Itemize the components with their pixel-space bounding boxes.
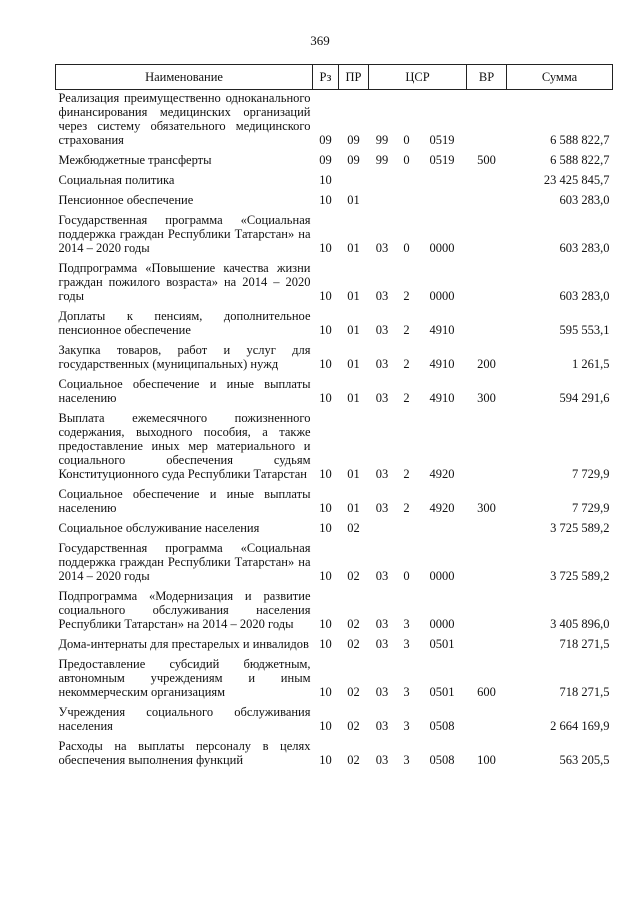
row-csr-code: 0519 [429, 153, 455, 167]
row-csr-subprogram: 2 [403, 323, 410, 337]
row-pr: 01 [347, 323, 360, 337]
row-vr: 500 [477, 153, 496, 167]
row-sum: 7 729,9 [572, 467, 610, 481]
row-csr-program: 03 [375, 685, 389, 699]
table-row [56, 147, 613, 167]
row-rz: 10 [319, 569, 332, 583]
table-row [56, 651, 613, 699]
header-csr: ЦСР [369, 65, 467, 90]
table-row [56, 303, 613, 337]
row-csr-code: 4910 [429, 357, 455, 371]
table-row [56, 187, 613, 207]
row-csr-subprogram [396, 187, 418, 207]
row-sum: 603 283,0 [559, 193, 610, 207]
row-csr-subprogram: 3 [403, 753, 410, 767]
row-csr-program [369, 167, 396, 187]
row-rz: 10 [319, 501, 332, 515]
table-row [56, 90, 613, 148]
page-number: 369 [310, 33, 330, 48]
row-csr-program: 03 [375, 289, 389, 303]
row-sum: 2 664 169,9 [550, 719, 610, 733]
row-csr-subprogram: 2 [403, 467, 410, 481]
row-csr-subprogram: 3 [403, 685, 410, 699]
row-name: Дома-интернаты для престарелых и инвалидов [58, 637, 309, 651]
row-vr: 300 [477, 391, 496, 405]
row-sum: 7 729,9 [572, 501, 610, 515]
row-csr-program [369, 515, 396, 535]
row-vr [467, 535, 507, 583]
row-name: Выплата ежемесячного пожизненного содержания, выходного пособия, а также предоставление иных мер материального и социального обеспечения судьям Конституционного суда Республики Татарстан [58, 411, 311, 481]
row-sum: 3 725 589,2 [550, 521, 610, 535]
row-name: Предоставление субсидий бюджетным, автономным учреждениям и иным некоммерческим организациям [58, 657, 311, 699]
row-name: Межбюджетные трансферты [58, 153, 212, 167]
table-row [56, 255, 613, 303]
row-csr-program: 03 [375, 719, 389, 733]
row-vr: 600 [477, 685, 496, 699]
table-row [56, 535, 613, 583]
table-row [56, 481, 613, 515]
table-row [56, 631, 613, 651]
row-rz: 10 [319, 467, 332, 481]
row-csr-subprogram: 2 [403, 501, 410, 515]
row-csr-subprogram: 3 [403, 719, 410, 733]
row-csr-code: 4920 [429, 501, 455, 515]
row-name: Подпрограмма «Повышение качества жизни граждан пожилого возраста» на 2014 – 2020 годы [58, 261, 311, 303]
row-name: Социальное обеспечение и иные выплаты населению [58, 377, 311, 405]
table-row [56, 371, 613, 405]
row-csr-program: 99 [375, 153, 389, 167]
row-csr-code: 0000 [429, 289, 455, 303]
table-row [56, 405, 613, 481]
row-pr: 02 [347, 637, 360, 651]
row-csr-program: 03 [375, 501, 389, 515]
row-sum: 603 283,0 [559, 289, 610, 303]
row-csr-subprogram: 3 [403, 617, 410, 631]
row-vr: 300 [477, 501, 496, 515]
row-pr: 01 [347, 241, 360, 255]
row-pr: 02 [347, 719, 360, 733]
row-name: Доплаты к пенсиям, дополнительное пенсионное обеспечение [58, 309, 311, 337]
row-pr: 02 [347, 569, 360, 583]
row-pr: 02 [347, 685, 360, 699]
row-vr [467, 631, 507, 651]
row-csr-code [418, 167, 467, 187]
row-pr: 02 [347, 617, 360, 631]
header-pr: ПР [339, 65, 369, 90]
row-csr-code [418, 515, 467, 535]
row-sum: 23 425 845,7 [543, 173, 610, 187]
row-vr [467, 699, 507, 733]
row-rz: 09 [319, 153, 332, 167]
row-csr-program: 03 [375, 391, 389, 405]
row-csr-subprogram [396, 515, 418, 535]
row-sum: 718 271,5 [559, 637, 610, 651]
row-sum: 595 553,1 [559, 323, 610, 337]
row-rz: 10 [319, 637, 332, 651]
row-rz: 10 [319, 521, 332, 535]
row-name: Социальное обеспечение и иные выплаты населению [58, 487, 311, 515]
row-sum: 563 205,5 [559, 753, 610, 767]
row-csr-code: 0508 [429, 753, 455, 767]
row-vr [467, 167, 507, 187]
row-rz: 10 [319, 617, 332, 631]
row-name: Пенсионное обеспечение [58, 193, 194, 207]
table-row [56, 733, 613, 767]
row-csr-program: 03 [375, 323, 389, 337]
row-csr-code [418, 187, 467, 207]
table-row [56, 207, 613, 255]
row-rz: 09 [319, 133, 332, 147]
row-vr [467, 303, 507, 337]
row-vr [467, 583, 507, 631]
row-csr-code: 0000 [429, 241, 455, 255]
row-csr-code: 4920 [429, 467, 455, 481]
table-header-row [56, 65, 613, 90]
row-name: Государственная программа «Социальная поддержка граждан Республики Татарстан» на 2014 – 2020 годы [58, 213, 311, 255]
row-pr: 09 [347, 133, 360, 147]
row-csr-subprogram: 0 [403, 241, 410, 255]
row-rz: 10 [319, 323, 332, 337]
row-rz: 10 [319, 391, 332, 405]
table-row [56, 515, 613, 535]
row-sum: 603 283,0 [559, 241, 610, 255]
row-vr: 200 [477, 357, 496, 371]
row-rz: 10 [319, 753, 332, 767]
row-csr-subprogram: 0 [403, 569, 410, 583]
row-pr: 01 [347, 357, 360, 371]
row-sum: 594 291,6 [559, 391, 610, 405]
row-csr-program: 03 [375, 617, 389, 631]
row-pr [339, 167, 369, 187]
row-name: Закупка товаров, работ и услуг для государственных (муниципальных) нужд [58, 343, 311, 371]
row-name: Социальное обслуживание населения [58, 521, 260, 535]
row-csr-code: 0501 [429, 637, 455, 651]
row-csr-code: 0519 [429, 133, 455, 147]
row-csr-subprogram: 2 [403, 357, 410, 371]
row-csr-subprogram: 0 [403, 133, 410, 147]
table-row [56, 583, 613, 631]
row-vr [467, 187, 507, 207]
row-csr-program: 03 [375, 637, 389, 651]
row-rz: 10 [319, 173, 332, 187]
row-sum: 718 271,5 [559, 685, 610, 699]
header-rz: Рз [313, 65, 339, 90]
row-rz: 10 [319, 193, 332, 207]
row-csr-program: 03 [375, 357, 389, 371]
row-pr: 09 [347, 153, 360, 167]
row-csr-code: 0501 [429, 685, 455, 699]
row-csr-subprogram: 2 [403, 289, 410, 303]
row-csr-code: 0000 [429, 617, 455, 631]
row-csr-code: 4910 [429, 391, 455, 405]
row-sum: 3 405 896,0 [550, 617, 610, 631]
row-csr-code: 4910 [429, 323, 455, 337]
header-vr: ВР [467, 65, 507, 90]
row-csr-subprogram: 2 [403, 391, 410, 405]
row-csr-code: 0508 [429, 719, 455, 733]
row-vr [467, 90, 507, 148]
row-csr-subprogram [396, 167, 418, 187]
row-csr-program: 03 [375, 241, 389, 255]
row-name: Государственная программа «Социальная поддержка граждан Республики Татарстан» на 2014 – 2020 годы [58, 541, 311, 583]
row-pr: 01 [347, 193, 360, 207]
row-csr-program: 03 [375, 467, 389, 481]
row-pr: 02 [347, 521, 360, 535]
row-csr-subprogram: 3 [403, 637, 410, 651]
row-csr-code: 0000 [429, 569, 455, 583]
header-name: Наименование [56, 65, 313, 90]
row-pr: 01 [347, 467, 360, 481]
row-rz: 10 [319, 241, 332, 255]
row-pr: 02 [347, 753, 360, 767]
row-csr-program [369, 187, 396, 207]
row-rz: 10 [319, 719, 332, 733]
row-csr-program: 03 [375, 569, 389, 583]
row-sum: 3 725 589,2 [550, 569, 610, 583]
row-csr-program: 03 [375, 753, 389, 767]
row-pr: 01 [347, 289, 360, 303]
row-name: Учреждения социального обслуживания населения [58, 705, 311, 733]
header-sum: Сумма [507, 65, 613, 90]
row-csr-program: 99 [375, 133, 389, 147]
row-csr-subprogram: 0 [403, 153, 410, 167]
row-vr [467, 515, 507, 535]
row-name: Подпрограмма «Модернизация и развитие социального обслуживания населения Республики Татарстан» на 2014 – 2020 годы [58, 589, 311, 631]
table-row [56, 337, 613, 371]
row-rz: 10 [319, 357, 332, 371]
row-rz: 10 [319, 685, 332, 699]
row-rz: 10 [319, 289, 332, 303]
row-name: Реализация преимущественно одноканального финансирования медицинских организаций через систему обязательного медицинского страхования [58, 91, 311, 147]
row-name: Социальная политика [58, 173, 175, 187]
row-vr [467, 405, 507, 481]
row-sum: 6 588 822,7 [550, 133, 610, 147]
row-pr: 01 [347, 501, 360, 515]
row-vr [467, 255, 507, 303]
table-row [56, 167, 613, 187]
row-name: Расходы на выплаты персоналу в целях обеспечения выполнения функций [58, 739, 311, 767]
row-sum: 1 261,5 [572, 357, 610, 371]
row-vr [467, 207, 507, 255]
row-sum: 6 588 822,7 [550, 153, 610, 167]
budget-table [55, 64, 613, 767]
table-row [56, 699, 613, 733]
row-vr: 100 [477, 753, 496, 767]
row-pr: 01 [347, 391, 360, 405]
